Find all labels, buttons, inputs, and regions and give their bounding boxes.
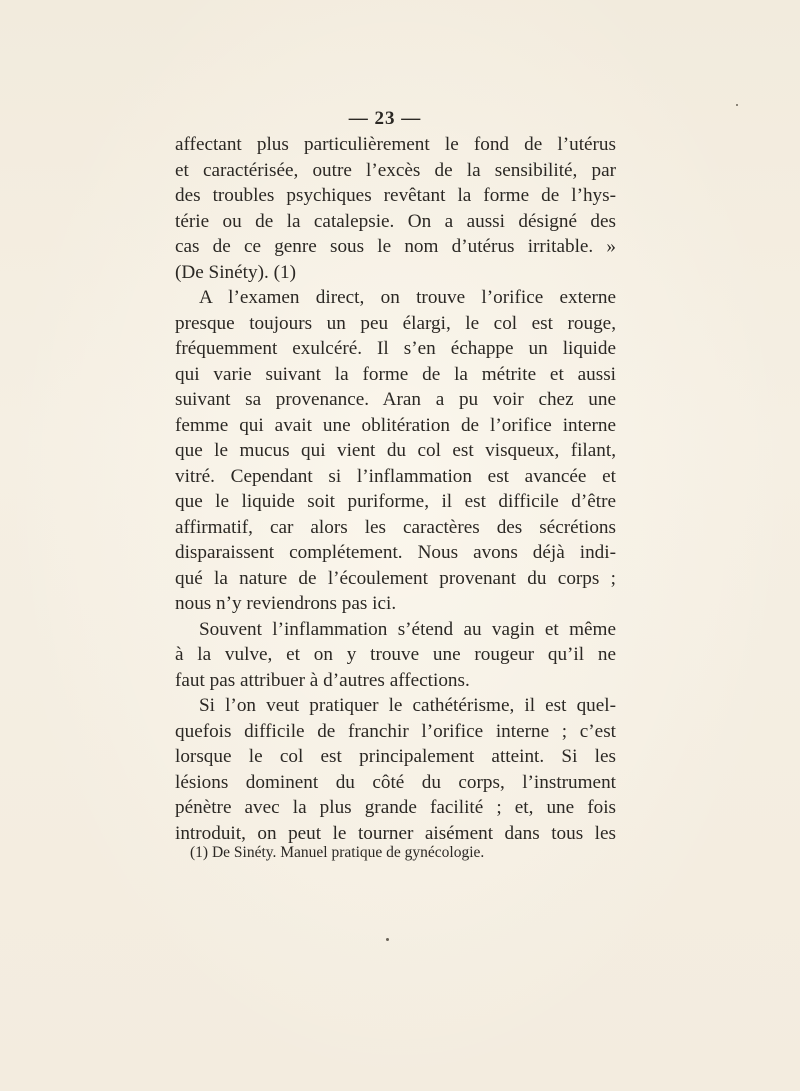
text-line: lésions dominent du côté du corps, l’instrument <box>175 771 616 793</box>
text-line: presque toujours un peu élargi, le col est rouge, <box>175 312 616 334</box>
text-line: Si l’on veut pratiquer le cathétérisme, il est quel- <box>199 695 616 716</box>
text-line: que le mucus qui vient du col est visqueux, filant, <box>175 440 616 461</box>
text-line: que le liquide soit puriforme, il est difficile d’être <box>175 491 616 512</box>
text-line: (De Sinéty). (1) <box>175 261 296 283</box>
text-line: qui varie suivant la forme de la métrite et aussi <box>175 363 616 385</box>
text-line: fréquemment exulcéré. Il s’en échappe un liquide <box>175 338 616 359</box>
text-line: introduit, on peut le tourner aisément dans tous les <box>175 822 616 844</box>
text-line: affectant plus particulièrement le fond de l’utérus <box>175 134 616 155</box>
text-line: femme qui avait une oblitération de l’orifice interne <box>175 414 616 436</box>
body-text <box>175 132 616 846</box>
text-line: cas de ce genre sous le nom d’utérus irritable. » <box>175 236 616 257</box>
text-line: Souvent l’inflammation s’étend au vagin et même <box>199 618 616 640</box>
paper-speck <box>386 938 389 941</box>
page-number: — 23 — <box>348 108 422 129</box>
text-line: affirmatif, car alors les caractères des sécrétions <box>175 516 616 538</box>
text-line: suivant sa provenance. Aran a pu voir chez une <box>175 389 616 410</box>
text-line: des troubles psychiques revêtant la forme de l’hys- <box>175 185 616 206</box>
text-line: disparaissent complétement. Nous avons déjà indi- <box>175 542 616 563</box>
footnote: (1) De Sinéty. Manuel pratique de gynécologie. <box>190 844 485 861</box>
text-line: faut pas attribuer à d’autres affections. <box>175 669 470 691</box>
text-line: vitré. Cependant si l’inflammation est avancée et <box>175 465 616 487</box>
text-line: et caractérisée, outre l’excès de la sensibilité, par <box>175 159 616 181</box>
text-line: lorsque le col est principalement atteint. Si les <box>175 746 616 767</box>
text-line: A l’examen direct, on trouve l’orifice externe <box>199 287 616 308</box>
text-line: qué la nature de l’écoulement provenant du corps ; <box>175 567 616 589</box>
text-line: térie ou de la catalepsie. On a aussi désigné des <box>175 210 616 232</box>
paper-speck <box>736 104 738 106</box>
text-line: quefois difficile de franchir l’orifice interne ; c’est <box>175 720 616 742</box>
text-line: pénètre avec la plus grande facilité ; et, une fois <box>175 797 616 818</box>
text-line: à la vulve, et on y trouve une rougeur qu’il ne <box>175 644 616 665</box>
text-line: nous n’y reviendrons pas ici. <box>175 593 397 614</box>
